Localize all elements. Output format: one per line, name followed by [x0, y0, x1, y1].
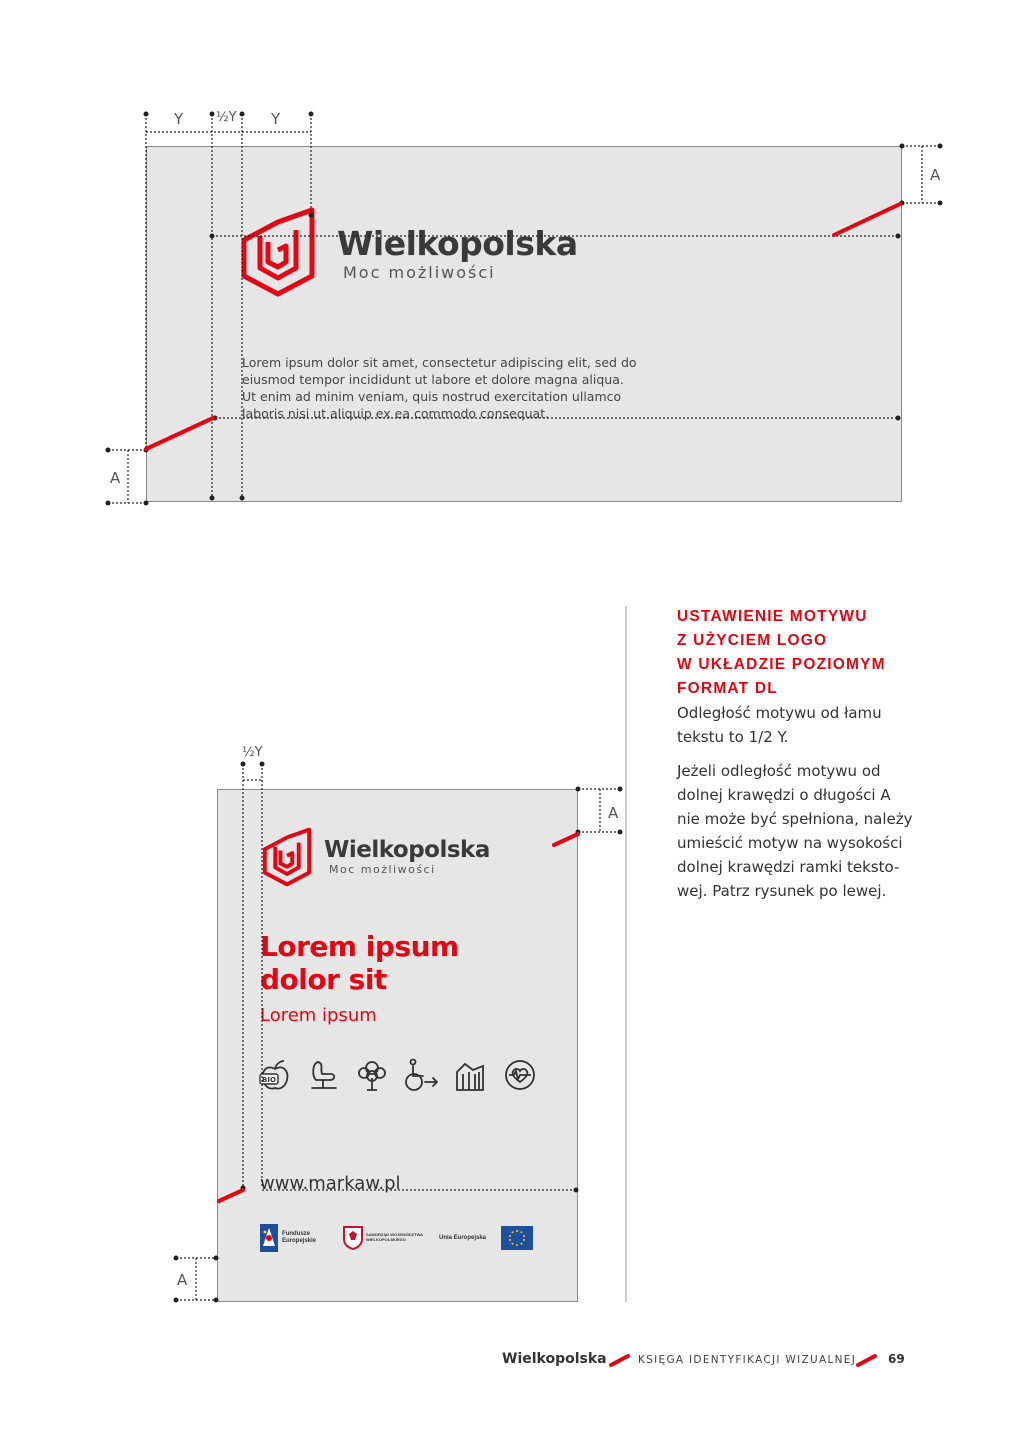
footer-book-title: KSIĘGA IDENTYFIKACJI WIZUALNEJ: [638, 1354, 857, 1366]
sidebar-paragraph-1: [677, 701, 917, 749]
motif-line: [219, 1190, 243, 1201]
paragraph-line: nie może być spełniona, należy: [677, 810, 913, 828]
voivodeship-line: WIELKOPOLSKIEGO: [366, 1237, 406, 1242]
footer-motif: [858, 1356, 875, 1365]
eu-label: Unia Europejska: [439, 1235, 487, 1241]
dim-a-label: A: [608, 804, 619, 822]
dim-y-label: Y: [174, 110, 184, 128]
paragraph-line: umieścić motyw na wysokości: [677, 834, 903, 852]
bottom-url: www.markaw.pl: [260, 1173, 401, 1194]
dim-a-label: A: [930, 166, 941, 184]
paragraph-line: wej. Patrz rysunek po lewej.: [677, 882, 887, 900]
sidebar-title: [677, 605, 917, 701]
paragraph-line: Odległość motywu od łamu: [677, 704, 882, 722]
paragraph-line: tekstu to 1/2 Y.: [677, 728, 789, 746]
dim-a-label: A: [110, 469, 121, 487]
bottom-logo-tagline: Moc możliwości: [329, 863, 436, 876]
bio-label: BIO: [262, 1076, 276, 1084]
body-line: eiusmod tempor incididunt ut labore et dolore magna aliqua.: [242, 372, 624, 387]
title-line: Z UŻYCIEM LOGO: [677, 632, 828, 649]
footer-brand: Wielkopolska: [502, 1351, 607, 1367]
paragraph-line: dolnej krawędzi o długości A: [677, 786, 891, 804]
body-line: Lorem ipsum dolor sit amet, consectetur adipiscing elit, sed do: [242, 355, 637, 370]
footer-motif: [611, 1356, 628, 1365]
title-line: USTAWIENIE MOTYWU: [677, 608, 868, 625]
dim-half-y-label: ½Y: [242, 745, 263, 760]
page-number: 69: [888, 1352, 905, 1366]
motif-line: [146, 418, 213, 449]
top-logo-name: Wielkopolska: [337, 224, 578, 263]
dim-y-label: Y: [271, 110, 281, 128]
motif-line: [834, 204, 900, 235]
paragraph-line: dolnej krawędzi ramki teksto-: [677, 858, 900, 876]
bottom-logo-name: Wielkopolska: [324, 837, 490, 863]
headline-line: Lorem ipsum: [260, 930, 459, 963]
paragraph-line: Jeżeli odległość motywu od: [677, 762, 881, 780]
headline-line: dolor sit: [260, 963, 387, 996]
dim-a-label: A: [177, 1271, 188, 1289]
title-line: W UKŁADZIE POZIOMYM: [677, 656, 886, 673]
voivodeship-line: SAMORZĄD WOJEWÓDZTWA: [366, 1232, 424, 1237]
top-logo-tagline: Moc możliwości: [343, 263, 496, 282]
body-line: Ut enim ad minim veniam, quis nostrud exercitation ullamco: [242, 389, 622, 404]
fe-line: Fundusze: [282, 1231, 310, 1237]
motif-line: [554, 834, 578, 845]
bottom-subline: Lorem ipsum: [260, 1005, 377, 1026]
dim-half-y-label: ½Y: [216, 110, 237, 125]
title-line: FORMAT DL: [677, 680, 778, 697]
body-line: laboris nisi ut aliquip ex ea commodo consequat.: [242, 406, 550, 421]
sidebar-paragraph-2: [677, 759, 917, 903]
fe-line: Europejskie: [282, 1238, 317, 1244]
